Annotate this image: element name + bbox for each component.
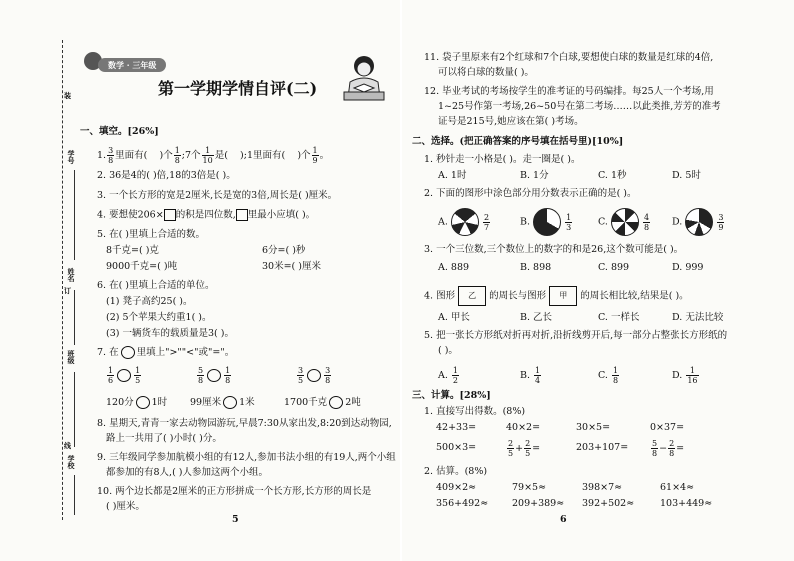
question-7: 7. 在 里填上">""<"或"="。: [97, 347, 235, 358]
q7-compare: $\frac{1}{6}$ $\frac{1}{5}$: [108, 366, 141, 385]
choice-option: A. 甲长: [438, 312, 470, 323]
side-label-name: 姓名: [67, 268, 76, 282]
question-10: 10. 两个边长都是2厘米的正方形拼成一个长方形,长方形的周长是: [97, 486, 372, 497]
question-12-cont: 1~25号作第一考场,26~50号在第二考场……以此类推,芳芳的准考: [438, 101, 721, 112]
calc-item: 40×2=: [506, 422, 541, 433]
q5-item: 9000千克=( )吨: [106, 261, 178, 272]
fraction: $\frac{1}{8}$: [174, 146, 180, 165]
calc-item: $\frac{5}{8}$ − $\frac{2}{8}$ =: [652, 439, 685, 458]
q7-compare: $\frac{3}{5}$ $\frac{3}{8}$: [298, 366, 331, 385]
fraction: $\frac{3}{8}$: [108, 146, 114, 165]
shape-jia-figure: 甲: [549, 286, 577, 306]
q6-item: (3) 一辆货车的载质量是3( )。: [106, 328, 234, 339]
q6-item: (1) 凳子高约25( )。: [106, 296, 193, 307]
shape-yi-figure: 乙: [458, 286, 486, 306]
calc-item: 409×2≈: [436, 482, 477, 493]
question-2: 2. 36是4的( )倍,18的3倍是( )。: [97, 170, 236, 181]
question-10-cont: ( )厘米。: [106, 501, 145, 512]
page-number: 5: [232, 514, 239, 525]
calc-item: 209+389≈: [512, 498, 565, 509]
blank-box: [236, 209, 248, 221]
choice-3: 3. 一个三位数,三个数位上的数字的和是26,这个数可能是( )。: [424, 244, 684, 255]
calc-item: 203+107=: [576, 442, 629, 453]
side-label-school: 学校: [67, 455, 76, 469]
section-choice: 二、选择。(把正确答案的序号填在括号里)[10%]: [412, 136, 624, 147]
q7-compare: 1700千克 2吨: [284, 397, 361, 408]
question-8: 8. 星期天,青青一家去动物园游玩,早晨7:30从家出发,8:20到达动物园,: [97, 418, 392, 429]
choice-option: A. 1时: [438, 170, 467, 181]
side-fill-line: [74, 475, 76, 515]
pie-figure-a: [451, 208, 479, 236]
binder-mark: 装: [64, 91, 71, 100]
calc-item: 356+492≈: [436, 498, 489, 509]
pie-figure-b: [533, 208, 561, 236]
side-label-student-id: 学号: [67, 150, 76, 164]
fraction: $\frac{1}{10}$: [202, 146, 213, 165]
choice-option: C. 一样长: [598, 312, 640, 323]
pie-figure-d: [685, 208, 713, 236]
question-3: 3. 一个长方形的宽是2厘米,长是宽的3倍,周长是( )厘米。: [97, 190, 338, 201]
question-8-cont: 路上一共用了( )小时( )分。: [106, 433, 222, 444]
choice-5-cont: ( )。: [438, 345, 458, 356]
page-number: 6: [560, 514, 567, 525]
choice-option: B. 898: [520, 262, 552, 273]
subject-tag: 数学 · 三年级: [98, 58, 166, 72]
question-11-cont: 可以将白球的数量( )。: [438, 67, 534, 78]
calc-item: 61×4≈: [660, 482, 695, 493]
question-1: 1. $\frac{3}{8}$ 里面有( )个 $\frac{1}{8}$ ;7个 $\frac{1}{10}$ 是( );1里面有( )个 $\frac{1}{9}$ 。: [97, 146, 330, 165]
question-11: 11. 袋子里原来有2个红球和7个白球,要想使白球的数量是红球的4倍,: [424, 52, 714, 63]
choice-option: D. $\frac{1}{16}$: [672, 366, 698, 385]
compare-circle: [121, 346, 135, 359]
question-9: 9. 三年级同学参加航模小组的有12人,参加书法小组的有19人,两个小组: [97, 452, 396, 463]
section-calculation: 三、计算。[28%]: [412, 390, 491, 401]
choice-option: A. 889: [438, 262, 470, 273]
blank-box: [164, 209, 176, 221]
choice-2: 2. 下面的图形中涂色部分用分数表示正确的是( )。: [424, 188, 637, 199]
binder-mark: 线: [64, 441, 71, 450]
choice-1: 1. 秒针走一小格是( )。走一圈是( )。: [424, 154, 581, 165]
choice-5: 5. 把一张长方形纸对折再对折,沿折线剪开后,每一部分占整张长方形纸的: [424, 330, 728, 341]
calc-item: 392+502≈: [582, 498, 635, 509]
calc-item: 42+33=: [436, 422, 477, 433]
student-reading-icon: [336, 52, 392, 106]
choice-option: D. $\frac{3}{9}$: [672, 208, 725, 236]
calc-estimate-title: 2. 估算。(8%): [424, 466, 488, 477]
question-6: 6. 在( )里填上合适的单位。: [97, 280, 215, 291]
side-fill-line: [74, 170, 76, 260]
choice-option: C. $\frac{1}{8}$: [598, 366, 619, 385]
q6-item: (2) 5个苹果大约重1( )。: [106, 312, 212, 323]
choice-option: D. 999: [672, 262, 704, 273]
choice-option: A. $\frac{2}{7}$: [438, 208, 491, 236]
question-12: 12. 毕业考试的考场按学生的准考证的号码编排。每25人一个考场,用: [424, 86, 714, 97]
choice-option: C. 1秒: [598, 170, 627, 181]
q7-compare: 99厘米 1米: [190, 397, 255, 408]
calc-item: 398×7≈: [582, 482, 623, 493]
q5-item: 8千克=( )克: [106, 245, 159, 256]
choice-option: D. 5时: [672, 170, 701, 181]
section-fill-blank: 一、填空。[26%]: [80, 126, 159, 137]
choice-option: B. 1分: [520, 170, 549, 181]
choice-option: C. $\frac{4}{8}$: [598, 208, 651, 236]
calc-item: 500×3=: [436, 442, 477, 453]
question-9-cont: 都参加的有8人,( )人参加这两个小组。: [106, 467, 268, 478]
choice-option: B. 乙长: [520, 312, 553, 323]
q7-compare: 120分 1时: [106, 397, 168, 408]
page-title: 第一学期学情自评(二): [158, 79, 318, 98]
choice-option: C. 899: [598, 262, 630, 273]
calc-item: 30×5=: [576, 422, 611, 433]
calc-item: 103+449≈: [660, 498, 713, 509]
q5-item: 30米=( )厘米: [262, 261, 321, 272]
calc-item: 0×37=: [650, 422, 685, 433]
question-12-cont: 证号是215号,她应该在第( )考场。: [438, 116, 584, 127]
choice-option: B. $\frac{1}{4}$: [520, 366, 541, 385]
q7-compare: $\frac{5}{8}$ $\frac{1}{8}$: [198, 366, 231, 385]
calc-item: $\frac{2}{5}$ + $\frac{2}{5}$ =: [508, 439, 541, 458]
binding-line: [62, 40, 63, 520]
choice-option: D. 无法比较: [672, 312, 724, 323]
side-fill-line: [74, 290, 76, 345]
pie-figure-c: [611, 208, 639, 236]
choice-option: B. $\frac{1}{3}$: [520, 208, 573, 236]
calc-direct-title: 1. 直接写出得数。(8%): [424, 406, 526, 417]
q5-item: 6分=( )秒: [262, 245, 306, 256]
calc-item: 79×5≈: [512, 482, 547, 493]
binder-mark: 订: [64, 286, 71, 295]
right-page: [402, 0, 794, 561]
choice-4: 4. 图形 乙 的周长与图形 甲 的周长相比较,结果是( )。: [424, 286, 689, 306]
side-label-class: 班级: [67, 350, 76, 364]
fraction: $\frac{1}{9}$: [312, 146, 318, 165]
side-fill-line: [74, 372, 76, 447]
question-5: 5. 在( )里填上合适的数。: [97, 229, 206, 240]
question-4: 4. 要想使206× 的积是四位数, 里最小应填( )。: [97, 209, 316, 221]
choice-option: A. $\frac{1}{2}$: [438, 366, 459, 385]
